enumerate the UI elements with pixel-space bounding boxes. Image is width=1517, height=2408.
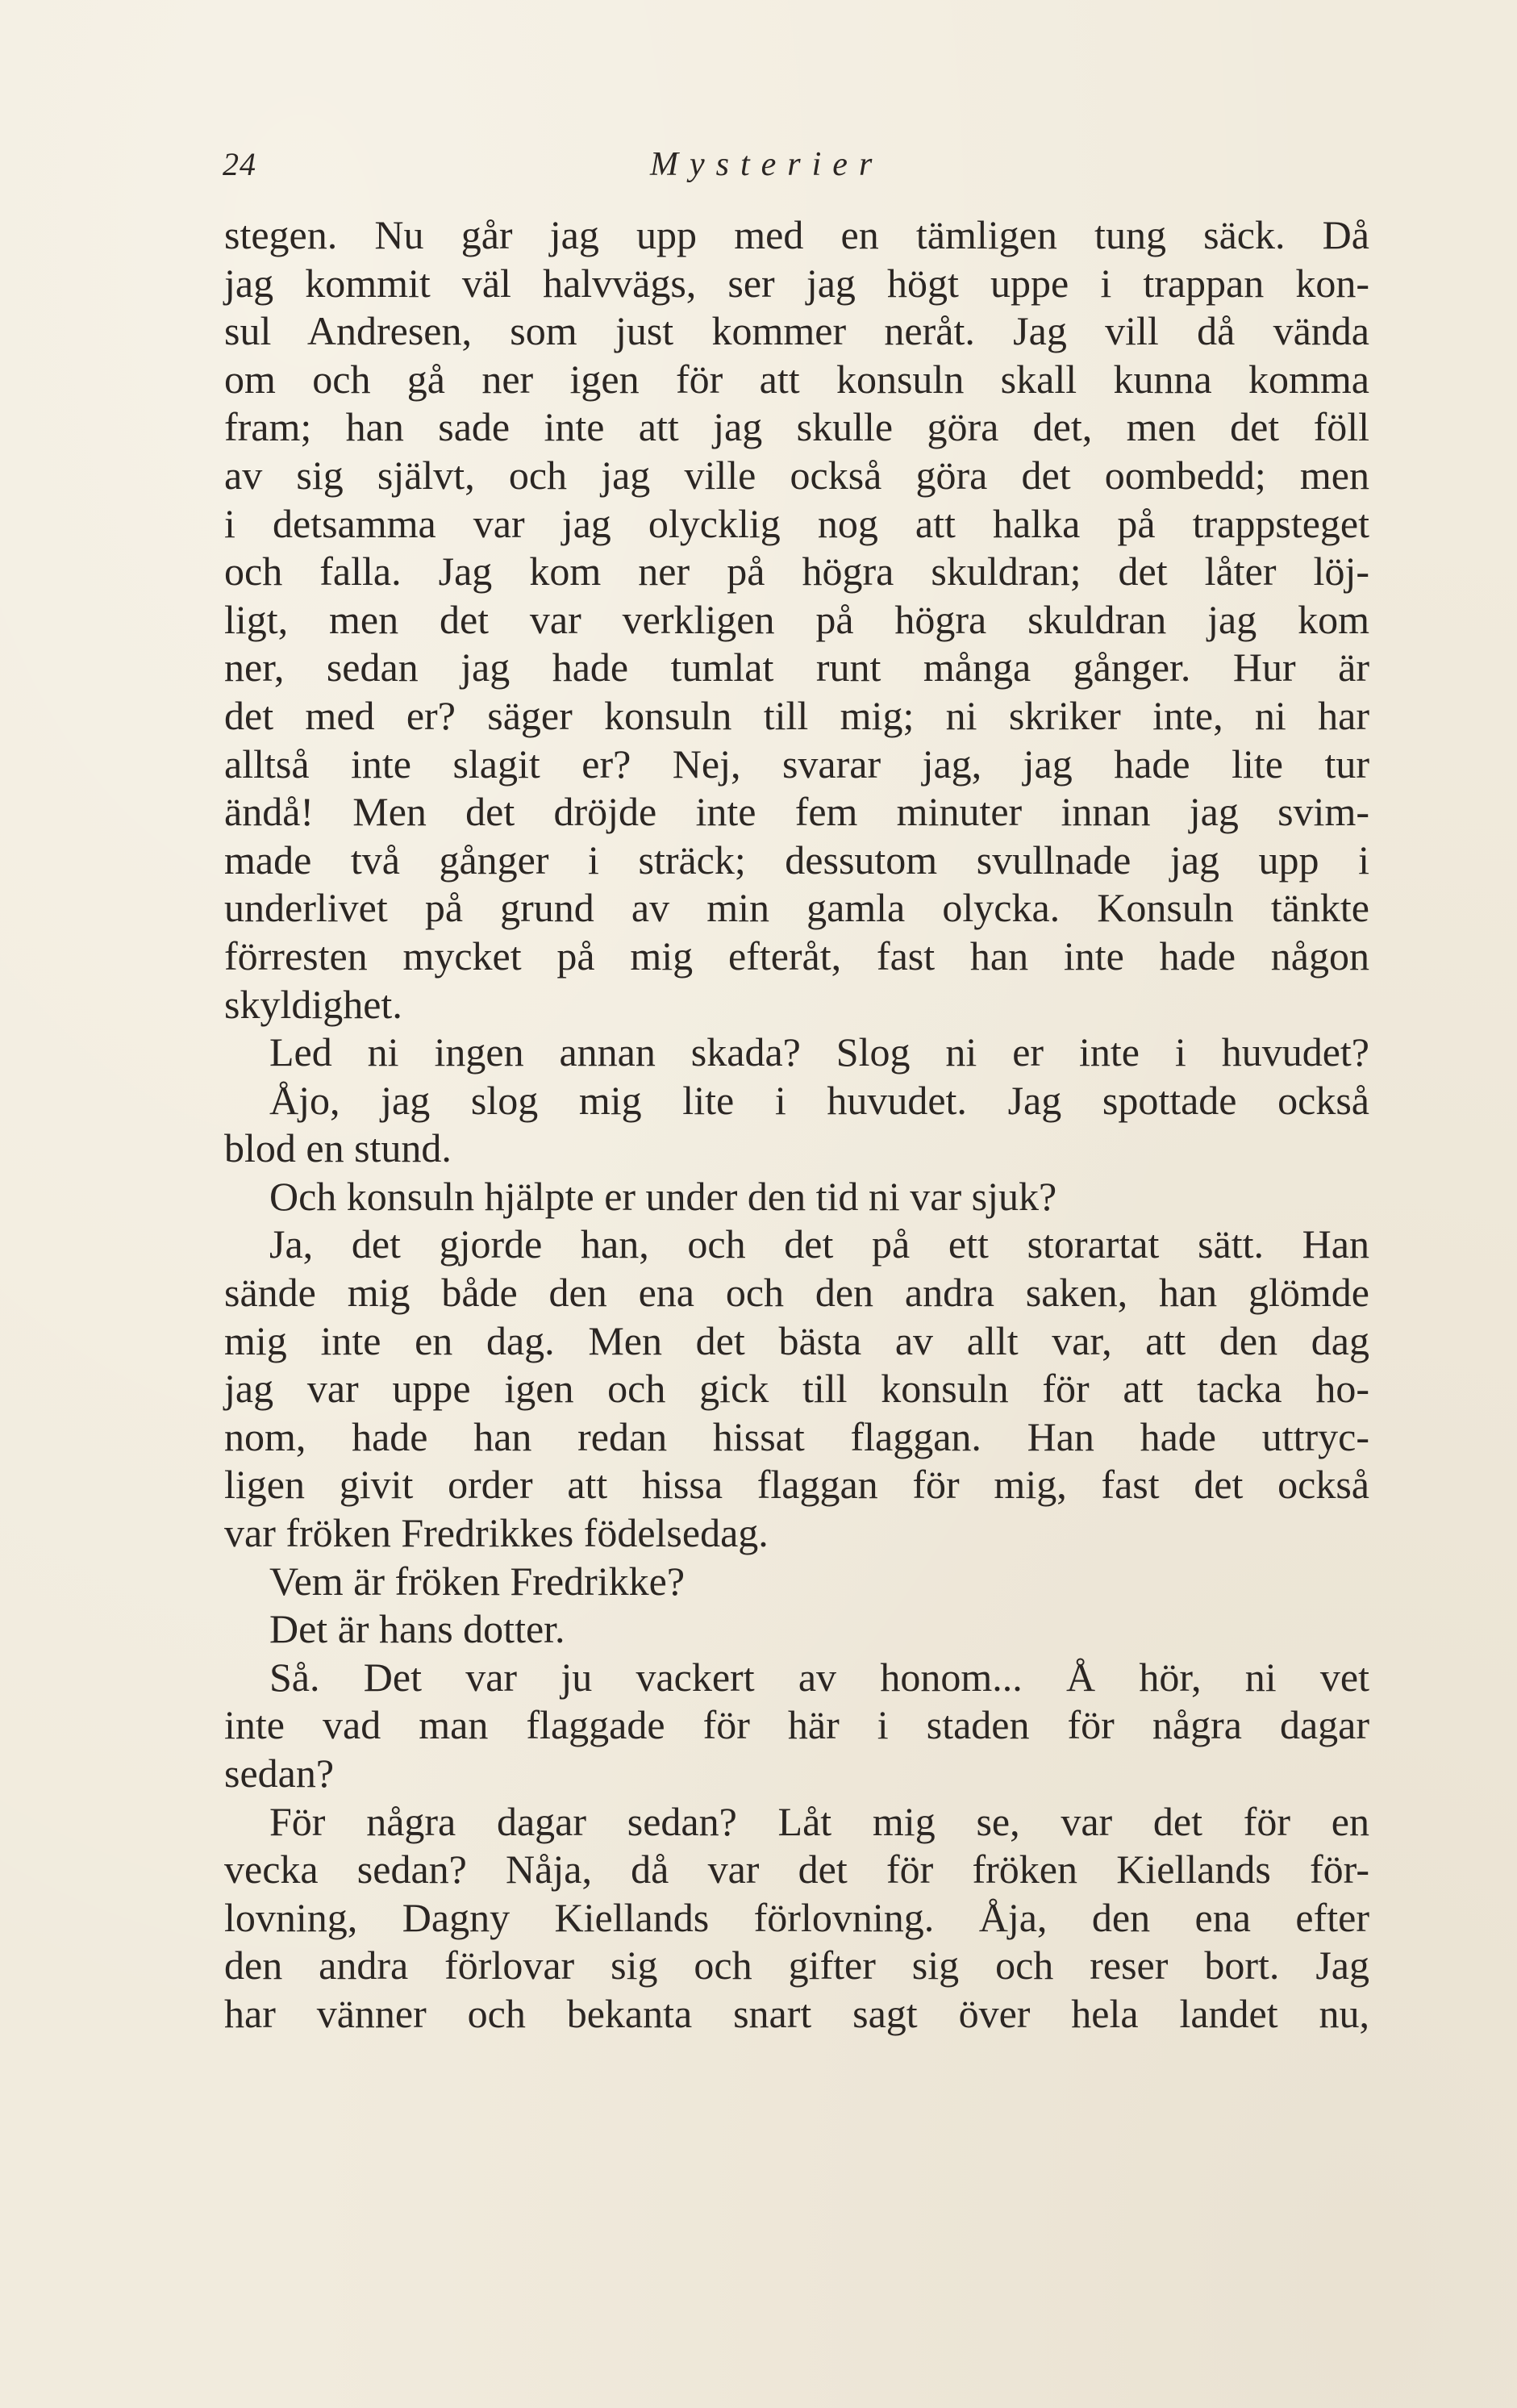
text-line: Så. Det var ju vackert av honom... Å hör, ni vet <box>269 1654 1369 1700</box>
text-line: ner, sedan jag hade tumlat runt många gånger. Hur är <box>224 645 1369 691</box>
text-line: och falla. Jag kom ner på högra skuldran; det låter löj- <box>224 549 1369 595</box>
text-line: inte vad man flaggade för här i staden för några dagar <box>224 1702 1369 1748</box>
text-line: den andra förlovar sig och gifter sig och reser bort. Jag <box>224 1943 1369 1989</box>
text-line: jag var uppe igen och gick till konsuln för att tacka ho- <box>224 1366 1369 1412</box>
text-line: stegen. Nu går jag upp med en tämligen tung säck. Då <box>224 212 1369 257</box>
text-line: alltså inte slagit er? Nej, svarar jag, jag hade lite tur <box>224 741 1369 787</box>
text-line: sedan? <box>224 1751 335 1796</box>
text-line: om och gå ner igen för att konsuln skall kunna komma <box>224 356 1369 402</box>
text-line: förresten mycket på mig efteråt, fast han inte hade någon <box>224 933 1369 979</box>
text-line: fram; han sade inte att jag skulle göra det, men det föll <box>224 404 1369 450</box>
text-line: det med er? säger konsuln till mig; ni skriker inte, ni har <box>224 692 1369 738</box>
text-line: blod en stund. <box>224 1125 452 1171</box>
text-line: För några dagar sedan? Låt mig se, var det för en <box>269 1798 1369 1844</box>
text-line: sände mig både den ena och den andra saken, han glömde <box>224 1270 1369 1316</box>
text-line: Ja, det gjorde han, och det på ett storartat sätt. Han <box>269 1221 1369 1267</box>
text-line: Vem är fröken Fredrikke? <box>269 1558 686 1604</box>
body-text <box>224 211 1369 2039</box>
running-title: Mysterier <box>650 146 884 183</box>
text-line: var fröken Fredrikkes födelsedag. <box>224 1510 769 1556</box>
text-line: mig inte en dag. Men det bästa av allt var, att den dag <box>224 1317 1369 1363</box>
text-line: av sig självt, och jag ville också göra det oombedd; men <box>224 452 1369 498</box>
text-line: sul Andresen, som just kommer neråt. Jag vill då vända <box>224 308 1369 354</box>
text-line: made två gånger i sträck; dessutom svullnade jag upp i <box>224 837 1369 883</box>
text-line: nom, hade han redan hissat flaggan. Han hade uttryc- <box>224 1413 1369 1459</box>
text-line: ligen givit order att hissa flaggan för mig, fast det också <box>224 1462 1369 1508</box>
text-line: skyldighet. <box>224 981 402 1027</box>
text-line: jag kommit väl halvvägs, ser jag högt uppe i trappan kon- <box>224 260 1369 306</box>
text-line: Led ni ingen annan skada? Slog ni er inte i huvudet? <box>269 1029 1369 1075</box>
text-line: vecka sedan? Nåja, då var det för fröken Kiellands för- <box>224 1847 1369 1893</box>
text-line: lovning, Dagny Kiellands förlovning. Åja, den ena efter <box>224 1894 1369 1940</box>
page-header <box>223 145 1368 194</box>
text-line: underlivet på grund av min gamla olycka. Konsuln tänkte <box>224 885 1369 931</box>
text-line: i detsamma var jag olycklig nog att halka på trappsteget <box>224 500 1369 546</box>
text-line: ligt, men det var verkligen på högra skuldran jag kom <box>224 596 1369 642</box>
text-line: har vänner och bekanta snart sagt över hela landet nu, <box>224 1990 1369 2036</box>
text-line: Det är hans dotter. <box>269 1606 565 1652</box>
text-line: Åjo, jag slog mig lite i huvudet. Jag spottade också <box>269 1077 1369 1123</box>
text-line: ändå! Men det dröjde inte fem minuter innan jag svim- <box>224 789 1369 835</box>
page-number: 24 <box>223 146 256 182</box>
text-line: Och konsuln hjälpte er under den tid ni var sjuk? <box>269 1173 1057 1219</box>
